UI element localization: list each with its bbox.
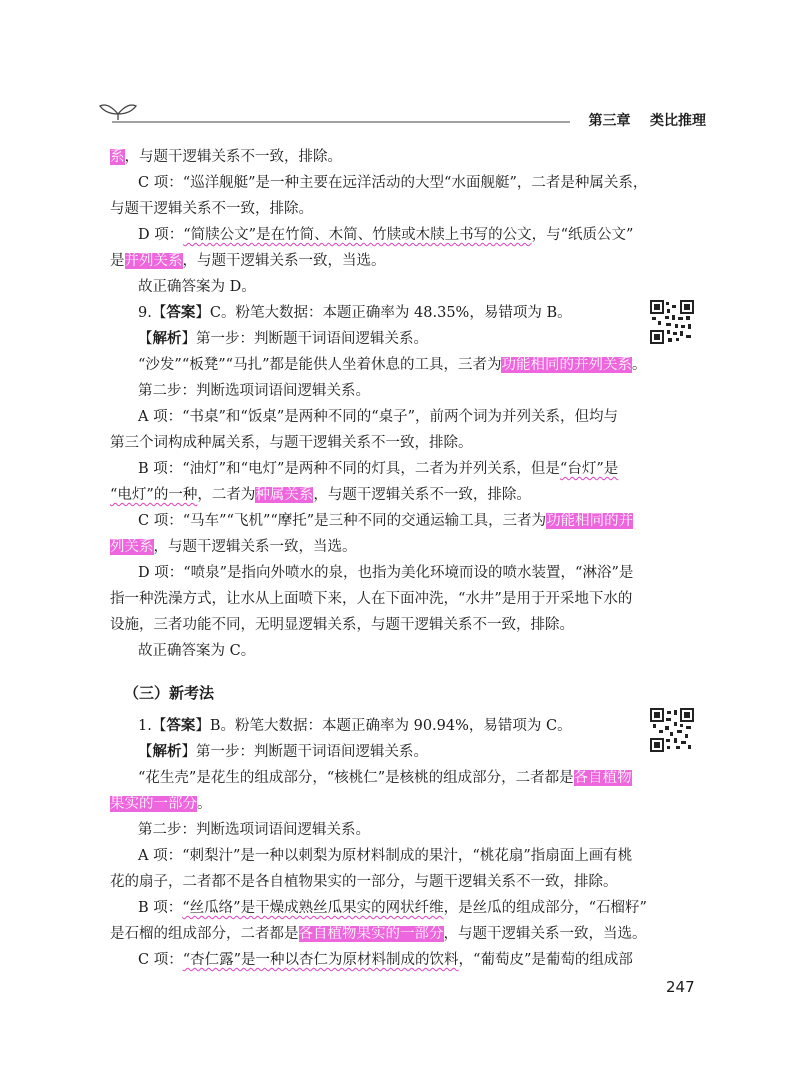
text: C 项： (138, 952, 183, 968)
text-line (110, 895, 647, 921)
answer-label: 答案 (166, 717, 196, 734)
text-line (110, 352, 647, 378)
text-line (110, 144, 630, 170)
highlight: 功能相同的并列关系 (501, 357, 632, 373)
text-line: A 项：“书桌”和“饭桌”是两种不同的“桌子”，前两个词为并列关系，但均与 (138, 409, 619, 425)
text-line: 第二步：判断选项词语间逻辑关系。 (138, 383, 370, 399)
text-line (110, 921, 647, 947)
answer-label: 答案 (166, 304, 196, 321)
wavy-underline: “简牍公文”是在竹简、木简、竹牍或木牍上书写的公文 (183, 227, 532, 243)
text-line (110, 791, 630, 817)
text: ，二者为 (197, 487, 256, 503)
text-line: D 项：“喷泉”是指向外喷水的泉，也指为美化环境而设的喷水装置，“淋浴”是 (138, 565, 634, 581)
text-line (110, 222, 634, 248)
wavy-underline: “台灯”是 (559, 461, 619, 477)
wavy-underline: “丝瓜络”是干燥成熟丝瓜果实的网状纤维 (182, 900, 444, 916)
text-line: 花的扇子，二者都不是各自植物果实的一部分，与题干逻辑关系不一致，排除。 (110, 874, 618, 890)
wavy-underline: “杏仁露”是一种以杏仁为原材料制成的饮料 (182, 952, 459, 968)
text: 。 (197, 796, 212, 812)
qr-code-icon[interactable] (650, 300, 694, 344)
text: 。 (631, 357, 647, 373)
text: ，与题干逻辑关系不一致，排除。 (313, 487, 531, 503)
text-line: 指一种洗澡方式，让水从上面喷下来，人在下面冲洗，“水井”是用于开采地下水的 (110, 591, 633, 607)
text: “沙发”“板凳”“马扎”都是能供人坐着休息的工具，三者为 (138, 357, 502, 373)
text: ，与题干逻辑关系一致，当选。 (443, 926, 647, 942)
highlight: 各自植物 (573, 770, 632, 786)
analysis-label: 解析 (152, 330, 182, 347)
text-line: A 项：“刺梨汁”是一种以刺梨为原材料制成的果汁，“桃花扇”指扇面上画有桃 (138, 848, 633, 864)
text-line: 故正确答案为 D。 (138, 279, 256, 295)
text: 【 (138, 744, 153, 760)
answer-line (110, 713, 630, 739)
answer-line (110, 300, 630, 326)
text-line: 与题干逻辑关系不一致，排除。 (110, 201, 313, 217)
text-line: 故正确答案为 C。 (138, 643, 256, 659)
text: 【 (138, 331, 153, 347)
text: D 项： (138, 227, 184, 243)
text: ，与“纸质公文” (531, 227, 634, 243)
text-line: 设施，三者功能不同，无明显逻辑关系，与题干逻辑关系不一致，排除。 (110, 617, 574, 633)
text-line (110, 947, 633, 973)
analysis-line (110, 326, 630, 352)
text: 是石榴的组成部分，二者都是 (110, 926, 299, 942)
text: ，与题干逻辑关系不一致，排除。 (124, 149, 342, 165)
text: ，与题干逻辑关系一致，当选。 (153, 539, 357, 555)
text-line: 第三个词构成种属关系，与题干逻辑关系不一致，排除。 (110, 435, 473, 451)
text-line (110, 456, 630, 482)
text-line: 第二步：判断选项词语间逻辑关系。 (138, 822, 370, 838)
text: B 项： (138, 900, 183, 916)
text: 】第一步：判断题干词语间逻辑关系。 (181, 331, 428, 347)
text: ，是丝瓜的组成部分，“石榴籽” (443, 900, 647, 916)
sprout-icon (100, 105, 136, 120)
text: ，“葡萄皮”是葡萄的组成部 (458, 952, 633, 968)
text-line (110, 508, 634, 534)
text: 是 (110, 253, 125, 269)
highlight: 各自植物果实的一部分 (298, 926, 444, 942)
text-line (110, 765, 630, 791)
highlight: 系 (110, 149, 125, 165)
text: 】C。粉笔大数据：本题正确率为 48.35%，易错项为 B。 (195, 305, 572, 321)
wavy-underline: “电灯”的一种 (110, 487, 198, 503)
highlight: 并列关系 (124, 253, 183, 269)
highlight: 果实的一部分 (110, 796, 197, 812)
highlight: 功能相同的并 (546, 513, 634, 529)
chapter-number: 第三章 (588, 113, 631, 129)
text: 9.【 (138, 305, 167, 321)
text-line (110, 482, 630, 508)
analysis-label: 解析 (152, 743, 182, 760)
chapter-name: 类比推理 (650, 113, 706, 129)
highlight: 列关系 (110, 539, 154, 555)
section-heading: （三）新考法 (124, 684, 215, 702)
page-number: 247 (666, 978, 695, 996)
text: “花生壳”是花生的组成部分，“核桃仁”是核桃的组成部分，二者都是 (138, 770, 574, 786)
highlight: 种属关系 (255, 487, 314, 503)
text: ，与题干逻辑关系一致，当选。 (182, 253, 386, 269)
chapter-title (589, 110, 707, 130)
page-header (0, 96, 800, 136)
analysis-line (110, 739, 630, 765)
text: C 项：“马车”“飞机”“摩托”是三种不同的交通运输工具，三者为 (138, 513, 547, 529)
page-body (110, 144, 648, 973)
qr-code-icon[interactable] (650, 708, 694, 752)
text-line (110, 534, 630, 560)
text: B 项：“油灯”和“电灯”是两种不同的灯具，二者为并列关系，但是 (138, 461, 560, 477)
text: 】第一步：判断题干词语间逻辑关系。 (181, 744, 428, 760)
text-line (110, 248, 630, 274)
text: 1.【 (138, 718, 167, 734)
text-line: C 项：“巡洋舰艇”是一种主要在远洋活动的大型“水面舰艇”，二者是种属关系， (138, 175, 648, 191)
text: 】B。粉笔大数据：本题正确率为 90.94%，易错项为 C。 (195, 718, 572, 734)
